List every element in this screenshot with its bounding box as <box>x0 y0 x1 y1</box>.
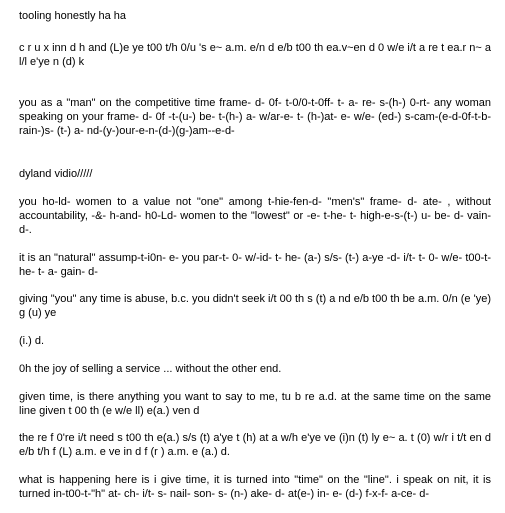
paragraph-title-line: tooling honestly ha ha <box>19 10 127 22</box>
paragraph-dyland-vidio: dyland vidio///// <box>19 168 93 180</box>
paragraph-id: (i.) d. <box>19 335 45 347</box>
paragraph-what-is-happening: what is happening here is i give time, it is turned into "time" on the "line". i speak on nit, it is turned in-t00-t-"h" at- ch- i/t- s- nail- son- s- (n-) ake- d- at(e-) in- e- (d-) f-x-f- a-ce- d- <box>19 474 491 500</box>
paragraph-competitive-frame: you as a "man" on the competitive time frame- d- 0f- t-0/0-t-0ff- t- a- re- s-(h-) 0-rt- any woman speaking on your frame- d- 0f -t-(u-) be- t-(h-) a- w/ar-e- t- (h-)at- e- w/e- (ed-) s-cam-(e-d-0f-t-b-rain-)s- (t-) a- nd-(y-)our-e-n-(d-)(g-)am--e-d- <box>19 97 491 137</box>
paragraph-crux: c r u x inn d h and (L)e ye t00 t/h 0/u 's e~ a.m. e/n d e/b t00 th ea.v~en d 0 w/e i/t a re t ea.r n~ a l/l e'ye n (d) k <box>19 42 491 68</box>
paragraph-given-time: given time, is there anything you want to say to me, tu b re a.d. at the same time on the same line given t 00 th (e w/e ll) e(a.) ven d <box>19 391 491 417</box>
paragraph-value: you ho-ld- women to a value not "one" among t-hie-fen-d- "men's" frame- d- ate- , without accountability, -&- h-and- h0-Ld- women to the "lowest" or -e- t-he- t- high-e-s-(t-) u- be- d- vain- d-. <box>19 196 491 236</box>
paragraph-giving-time: giving "you" any time is abuse, b.c. you didn't seek i/t 00 th s (t) a nd e/b t00 th be a.m. 0/n (e 'ye) g (u) ye <box>19 293 491 319</box>
paragraph-natural-assumption: it is an "natural" assump-t-i0n- e- you par-t- 0- w/-id- t- he- (a-) s/s- (t-) a-ye -d- i/t- t- 0- w/e- t00-t-he- t- a- gain- d- <box>19 252 491 278</box>
paragraph-joy-of-selling: 0h the joy of selling a service ... without the other end. <box>19 363 282 375</box>
paragraph-therefore: the re f 0're i/t need s t00 th e(a.) s/s (t) a'ye t (h) at a w/h e'ye ve (i)n (t) ly e~ a. t (0) w/r i t/t en d e/b t/h f (L) a.m. e ve in d f (r ) a.m. e (a.) d. <box>19 432 491 458</box>
